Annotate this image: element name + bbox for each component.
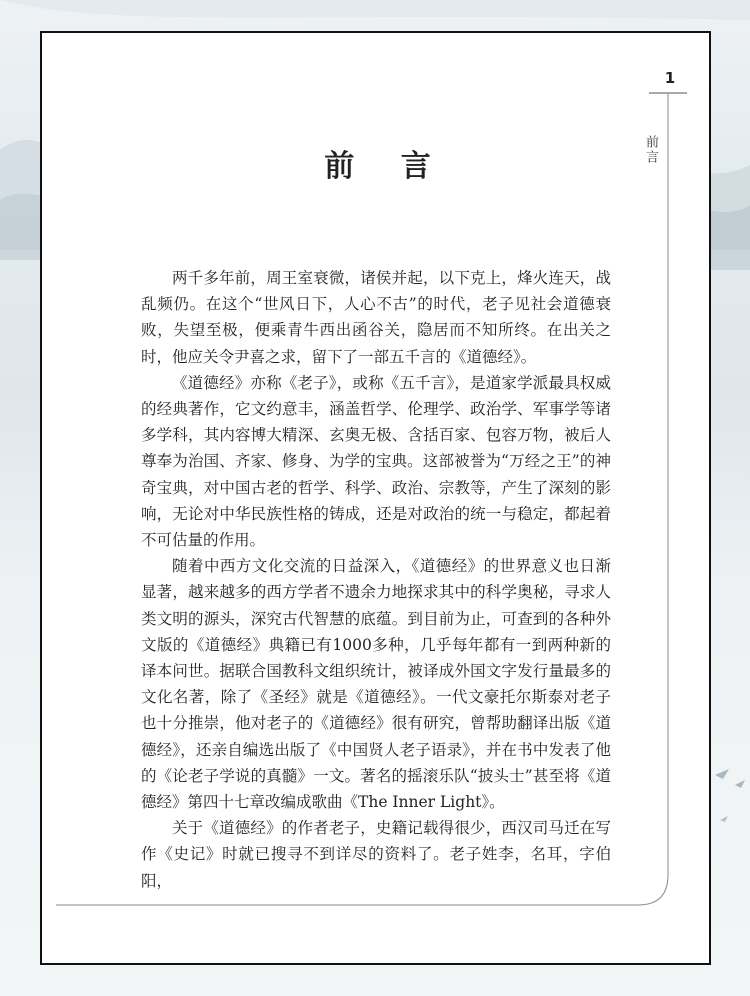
paragraph: 随着中西方文化交流的日益深入，《道德经》的世界意义也日渐显著，越来越多的西方学者不遗余力地探求其中的科学奥秘，寻求人类文明的源头，深究古代智慧的底蕴。到目前为止，可查到的各种外文版的《道德经》典籍已有1000多种，几乎每年都有一到两种新的译本问世。据联合国教科文组织统计，被译成外国文字发行量最多的文化名著，除了《圣经》就是《道德经》。一代文豪托尔斯泰对老子也十分推崇，他对老子的《道德经》很有研究，曾帮助翻译出版《道德经》，还亲自编选出版了《中国贤人老子语录》，并在书中发表了他的《论老子学说的真髓》一文。著名的摇滚乐队“披头士”甚至将《道德经》第四十七章改编成歌曲《The Inner Light》。 (141, 557, 611, 812)
page-title: 前 言 (324, 149, 449, 184)
page-number: 1 (664, 69, 676, 87)
running-head: 前言 (643, 135, 658, 165)
paragraph: 两千多年前，周王室衰微，诸侯并起，以下克上，烽火连天，战乱频仍。在这个“世风日下，人心不古”的时代，老子见社会道德衰败，失望至极，便乘青牛西出函谷关，隐居而不知所终。在出关之时，他应关令尹喜之求，留下了一部五千言的《道德经》。 (141, 269, 611, 366)
book-page (40, 31, 711, 965)
paragraph: 《道德经》亦称《老子》，或称《五千言》，是道家学派最具权威的经典著作，它文约意丰，涵盖哲学、伦理学、政治学、军事学等诸多学科，其内容博大精深、玄奥无极、含括百家、包容万物，被后人尊奉为治国、齐家、修身、为学的宝典。这部被誉为“万经之王”的神奇宝典，对中国古老的哲学、科学、政治、宗教等，产生了深刻的影响，无论对中华民族性格的铸成，还是对政治的统一与稳定，都起着不可估量的作用。 (141, 373, 611, 550)
body-text (141, 265, 611, 894)
paragraph: 关于《道德经》的作者老子，史籍记载得很少，西汉司马迁在写作《史记》时就已搜寻不到详尽的资料了。老子姓李，名耳，字伯阳， (141, 819, 611, 890)
